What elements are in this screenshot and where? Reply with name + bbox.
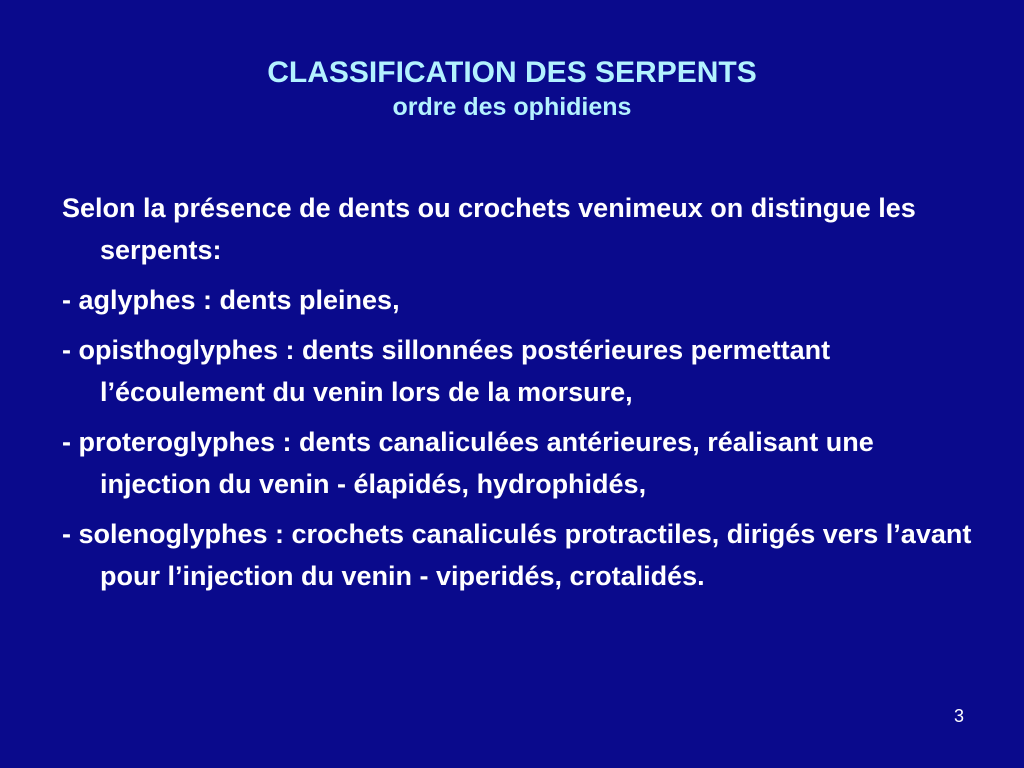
paragraph-opisthoglyphes: - opisthoglyphes : dents sillonnées postérieures permettant l’écoulement du venin lors de la morsure, — [62, 335, 831, 407]
paragraph-proteroglyphes: - proteroglyphes : dents canaliculées antérieures, réalisant une injection du venin - élapidés, hydrophidés, — [62, 427, 874, 499]
page-number: 3 — [953, 706, 964, 726]
slide-body — [62, 187, 982, 605]
slide-subtitle: ordre des ophidiens — [392, 93, 632, 121]
slide-title: CLASSIFICATION DES SERPENTS — [267, 56, 757, 89]
paragraph-solenoglyphes: - solenoglyphes : crochets canaliculés protractiles, dirigés vers l’avant pour l’injection du venin - viperidés, crotalidés. — [62, 519, 972, 591]
title-block — [0, 54, 1024, 122]
paragraph-intro: Selon la présence de dents ou crochets venimeux on distingue les serpents: — [62, 193, 916, 265]
paragraph-aglyphes: - aglyphes : dents pleines, — [62, 285, 400, 315]
